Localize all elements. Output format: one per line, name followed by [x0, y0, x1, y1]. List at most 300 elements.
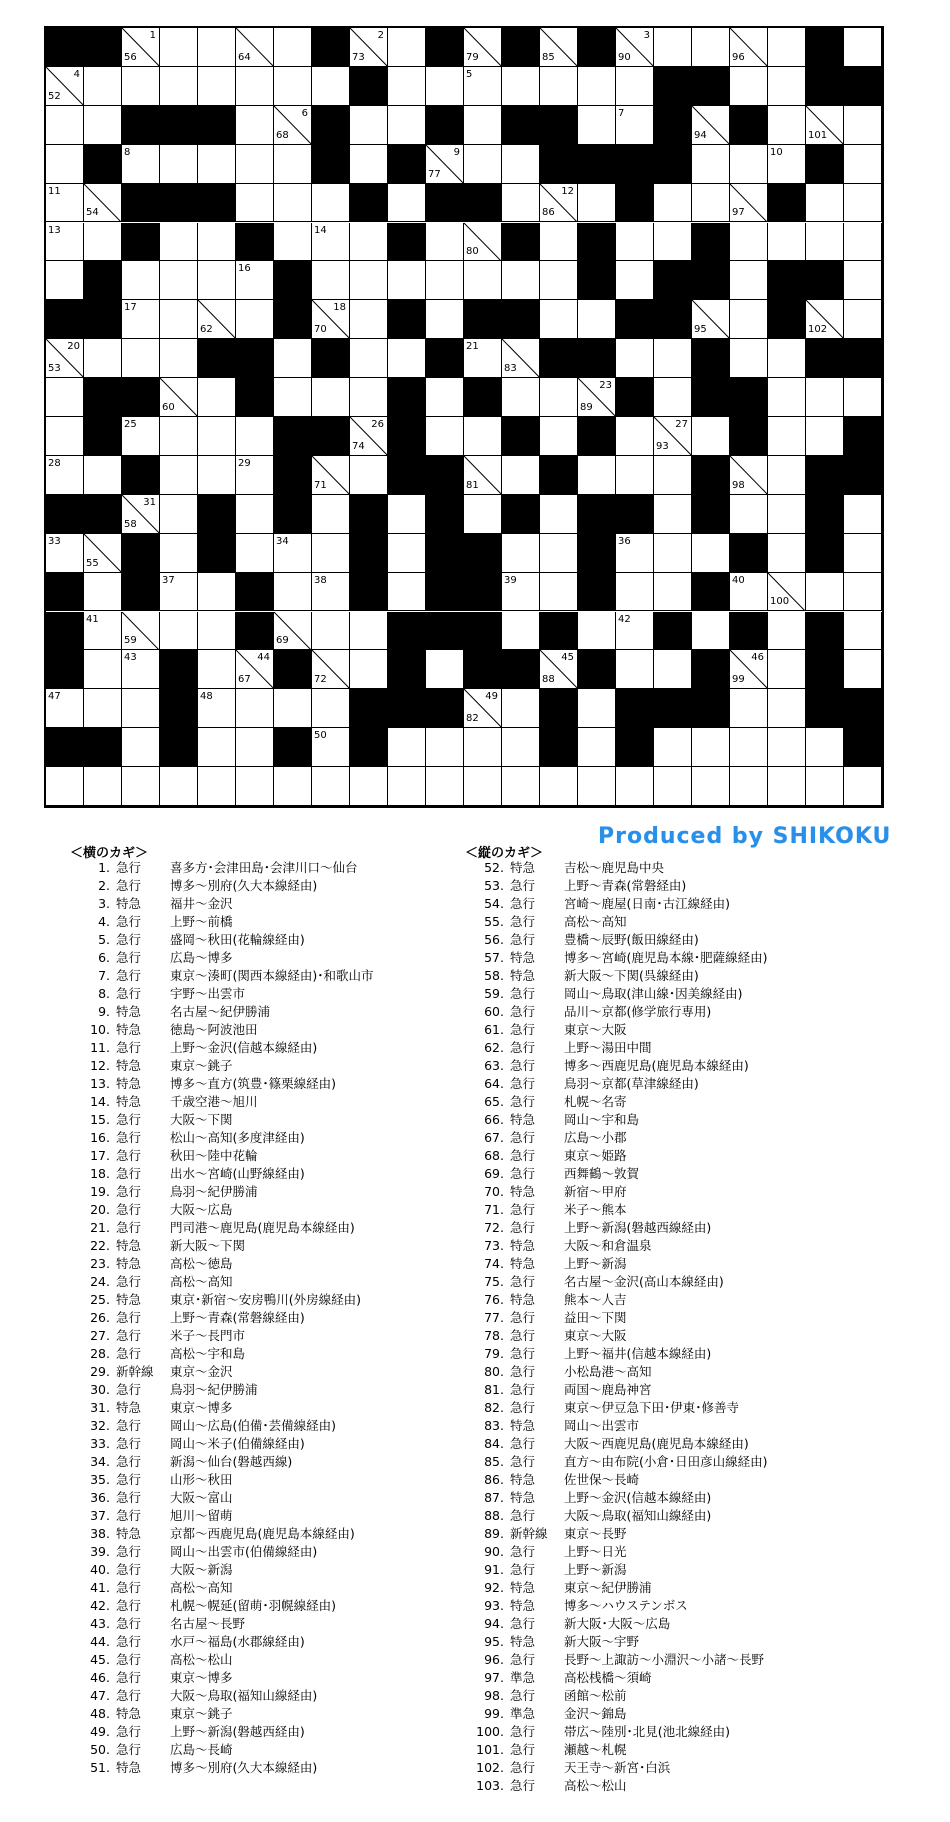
grid-cell[interactable]: [502, 728, 540, 767]
grid-cell[interactable]: [502, 767, 540, 806]
grid-cell[interactable]: [578, 378, 616, 417]
grid-cell[interactable]: [198, 300, 236, 339]
grid-cell[interactable]: [84, 612, 122, 651]
grid-cell[interactable]: [122, 417, 160, 456]
grid-cell[interactable]: [350, 106, 388, 145]
grid-cell[interactable]: [312, 300, 350, 339]
grid-cell[interactable]: [312, 534, 350, 573]
grid-cell[interactable]: [692, 300, 730, 339]
grid-cell[interactable]: [502, 534, 540, 573]
grid-cell[interactable]: [806, 573, 844, 612]
grid-cell[interactable]: [426, 728, 464, 767]
grid-cell[interactable]: [122, 261, 160, 300]
grid-cell[interactable]: [768, 67, 806, 106]
grid-cell[interactable]: [160, 28, 198, 67]
grid-cell[interactable]: [540, 650, 578, 689]
grid-cell[interactable]: [160, 495, 198, 534]
grid-cell[interactable]: [350, 767, 388, 806]
grid-cell[interactable]: [844, 495, 882, 534]
grid-cell[interactable]: [730, 456, 768, 495]
grid-cell[interactable]: [236, 456, 274, 495]
grid-cell[interactable]: [616, 573, 654, 612]
grid-cell[interactable]: [806, 728, 844, 767]
grid-cell[interactable]: [312, 612, 350, 651]
grid-cell[interactable]: [540, 767, 578, 806]
across-clue: [74, 895, 374, 913]
grid-cell[interactable]: [768, 417, 806, 456]
grid-cell[interactable]: [160, 339, 198, 378]
grid-cell[interactable]: [426, 67, 464, 106]
grid-cell[interactable]: [312, 456, 350, 495]
grid-cell[interactable]: [46, 456, 84, 495]
grid-cell[interactable]: [844, 223, 882, 262]
grid-cell[interactable]: [730, 689, 768, 728]
grid-cell[interactable]: [654, 378, 692, 417]
grid-cell[interactable]: [540, 28, 578, 67]
grid-cell[interactable]: [426, 650, 464, 689]
grid-cell[interactable]: [236, 728, 274, 767]
grid-cell[interactable]: [502, 612, 540, 651]
grid-cell[interactable]: [388, 767, 426, 806]
grid-cell[interactable]: [274, 534, 312, 573]
grid-cell[interactable]: [274, 184, 312, 223]
grid-cell[interactable]: [654, 456, 692, 495]
grid-cell[interactable]: [274, 612, 312, 651]
grid-cell[interactable]: [84, 184, 122, 223]
grid-cell[interactable]: [616, 106, 654, 145]
grid-cell[interactable]: [768, 495, 806, 534]
grid-cell[interactable]: [236, 67, 274, 106]
grid-cell[interactable]: [122, 650, 160, 689]
grid-cell[interactable]: [464, 106, 502, 145]
grid-cell[interactable]: [274, 145, 312, 184]
grid-cell[interactable]: [312, 689, 350, 728]
grid-cell[interactable]: [312, 223, 350, 262]
grid-cell[interactable]: [312, 261, 350, 300]
grid-cell[interactable]: [616, 534, 654, 573]
grid-cell[interactable]: [84, 767, 122, 806]
train-type: 急行: [510, 1220, 536, 1235]
grid-cell[interactable]: [654, 339, 692, 378]
grid-cell[interactable]: [388, 261, 426, 300]
grid-cell[interactable]: [198, 378, 236, 417]
grid-cell[interactable]: [806, 300, 844, 339]
grid-cell[interactable]: [540, 534, 578, 573]
grid-cell[interactable]: [160, 261, 198, 300]
grid-cell[interactable]: [502, 456, 540, 495]
grid-cell[interactable]: [274, 689, 312, 728]
grid-cell[interactable]: [844, 184, 882, 223]
grid-cell[interactable]: [426, 223, 464, 262]
route-text: 東京～博多: [170, 1400, 233, 1415]
grid-cell[interactable]: [730, 184, 768, 223]
grid-cell[interactable]: [578, 184, 616, 223]
grid-cell[interactable]: [350, 28, 388, 67]
grid-cell[interactable]: [236, 650, 274, 689]
grid-cell[interactable]: [844, 106, 882, 145]
grid-cell[interactable]: [616, 417, 654, 456]
grid-cell[interactable]: [730, 767, 768, 806]
grid-cell[interactable]: [730, 261, 768, 300]
grid-cell[interactable]: [160, 612, 198, 651]
grid-cell[interactable]: [198, 573, 236, 612]
grid-cell[interactable]: [654, 223, 692, 262]
grid-cell[interactable]: [160, 223, 198, 262]
grid-cell[interactable]: [768, 28, 806, 67]
grid-cell[interactable]: [654, 495, 692, 534]
clue-number: 91: [618, 207, 631, 219]
grid-cell[interactable]: [312, 728, 350, 767]
grid-cell[interactable]: [350, 261, 388, 300]
grid-cell[interactable]: [464, 767, 502, 806]
grid-cell[interactable]: [198, 456, 236, 495]
grid-cell[interactable]: [198, 261, 236, 300]
grid-cell[interactable]: [236, 145, 274, 184]
grid-cell[interactable]: [502, 378, 540, 417]
grid-cell[interactable]: [236, 417, 274, 456]
grid-cell[interactable]: [198, 417, 236, 456]
grid-cell[interactable]: [388, 573, 426, 612]
clue-number: 95: [694, 324, 707, 336]
grid-cell[interactable]: [768, 767, 806, 806]
grid-cell[interactable]: [464, 67, 502, 106]
grid-cell[interactable]: [540, 67, 578, 106]
grid-cell[interactable]: [806, 378, 844, 417]
grid-cell[interactable]: [312, 650, 350, 689]
grid-cell[interactable]: [388, 28, 426, 67]
grid-cell[interactable]: [844, 650, 882, 689]
grid-cell[interactable]: [122, 300, 160, 339]
grid-cell[interactable]: [274, 28, 312, 67]
grid-cell[interactable]: [692, 767, 730, 806]
grid-cell[interactable]: [768, 145, 806, 184]
grid-cell[interactable]: [350, 145, 388, 184]
grid-cell[interactable]: [616, 67, 654, 106]
grid-cell[interactable]: [464, 495, 502, 534]
grid-cell[interactable]: [730, 223, 768, 262]
grid-cell[interactable]: [388, 106, 426, 145]
grid-cell[interactable]: [540, 495, 578, 534]
grid-cell[interactable]: [844, 145, 882, 184]
grid-cell[interactable]: [730, 495, 768, 534]
grid-cell[interactable]: [730, 67, 768, 106]
grid-cell[interactable]: [578, 456, 616, 495]
grid-cell[interactable]: [46, 417, 84, 456]
grid-cell[interactable]: [84, 456, 122, 495]
grid-cell[interactable]: [616, 339, 654, 378]
grid-cell[interactable]: [502, 573, 540, 612]
grid-cell[interactable]: [540, 378, 578, 417]
grid-cell[interactable]: [768, 339, 806, 378]
grid-cell[interactable]: [160, 456, 198, 495]
grid-cell[interactable]: [502, 339, 540, 378]
grid-cell[interactable]: [350, 339, 388, 378]
grid-cell[interactable]: [692, 417, 730, 456]
clue-index: 61.: [484, 1022, 504, 1037]
grid-cell[interactable]: [426, 145, 464, 184]
grid-cell[interactable]: [692, 145, 730, 184]
grid-cell[interactable]: [464, 456, 502, 495]
grid-cell[interactable]: [730, 28, 768, 67]
grid-cell[interactable]: [844, 378, 882, 417]
grid-cell[interactable]: [122, 612, 160, 651]
grid-cell[interactable]: [502, 184, 540, 223]
grid-cell[interactable]: [198, 145, 236, 184]
grid-cell[interactable]: [46, 145, 84, 184]
grid-cell[interactable]: [578, 612, 616, 651]
grid-cell[interactable]: [768, 573, 806, 612]
grid-cell[interactable]: [160, 534, 198, 573]
grid-cell[interactable]: [616, 650, 654, 689]
grid-cell[interactable]: [84, 339, 122, 378]
grid-cell[interactable]: [236, 767, 274, 806]
grid-cell[interactable]: [730, 728, 768, 767]
grid-cell[interactable]: [844, 534, 882, 573]
grid-cell[interactable]: [274, 573, 312, 612]
grid-cell[interactable]: [236, 261, 274, 300]
grid-cell[interactable]: [350, 417, 388, 456]
grid-cell[interactable]: [464, 261, 502, 300]
grid-cell[interactable]: [236, 300, 274, 339]
grid-cell[interactable]: [540, 417, 578, 456]
grid-cell[interactable]: [122, 689, 160, 728]
grid-cell[interactable]: [654, 573, 692, 612]
grid-cell[interactable]: [160, 573, 198, 612]
grid-cell[interactable]: [46, 534, 84, 573]
grid-cell[interactable]: [844, 573, 882, 612]
grid-cell[interactable]: [768, 689, 806, 728]
grid-cell[interactable]: [426, 378, 464, 417]
grid-cell[interactable]: [350, 223, 388, 262]
grid-cell[interactable]: [616, 612, 654, 651]
grid-cell[interactable]: [350, 650, 388, 689]
grid-cell[interactable]: [198, 28, 236, 67]
grid-cell[interactable]: [806, 767, 844, 806]
grid-cell[interactable]: [806, 417, 844, 456]
grid-cell[interactable]: [730, 650, 768, 689]
grid-cell[interactable]: [844, 300, 882, 339]
grid-cell[interactable]: [730, 339, 768, 378]
grid-cell[interactable]: [464, 689, 502, 728]
route-text: 上野～新潟: [564, 1256, 627, 1271]
grid-cell[interactable]: [122, 145, 160, 184]
grid-cell[interactable]: [236, 534, 274, 573]
grid-cell[interactable]: [730, 573, 768, 612]
grid-cell[interactable]: [502, 67, 540, 106]
grid-cell[interactable]: [426, 417, 464, 456]
grid-cell[interactable]: [198, 612, 236, 651]
grid-cell[interactable]: [654, 184, 692, 223]
grid-cell[interactable]: [578, 67, 616, 106]
clue-number: 79: [466, 51, 479, 63]
grid-cell[interactable]: [844, 261, 882, 300]
grid-cell[interactable]: [768, 650, 806, 689]
grid-cell[interactable]: [236, 28, 274, 67]
grid-cell[interactable]: [160, 300, 198, 339]
grid-cell[interactable]: [198, 223, 236, 262]
grid-cell[interactable]: [578, 728, 616, 767]
grid-cell[interactable]: [806, 106, 844, 145]
grid-cell[interactable]: [122, 495, 160, 534]
grid-cell[interactable]: [464, 28, 502, 67]
grid-cell[interactable]: [578, 106, 616, 145]
grid-cell[interactable]: [198, 67, 236, 106]
grid-cell[interactable]: [160, 767, 198, 806]
grid-cell[interactable]: [692, 612, 730, 651]
grid-cell[interactable]: [426, 767, 464, 806]
grid-cell[interactable]: [84, 689, 122, 728]
grid-cell[interactable]: [540, 184, 578, 223]
grid-cell[interactable]: [426, 261, 464, 300]
grid-cell[interactable]: [84, 223, 122, 262]
down-clue: [466, 1093, 768, 1111]
grid-cell[interactable]: [654, 728, 692, 767]
grid-cell[interactable]: [274, 378, 312, 417]
route-text: 京都～西鹿児島(鹿児島本線経由): [170, 1526, 355, 1541]
grid-cell[interactable]: [464, 223, 502, 262]
grid-cell[interactable]: [46, 378, 84, 417]
grid-cell[interactable]: [350, 612, 388, 651]
grid-cell[interactable]: [464, 339, 502, 378]
grid-cell[interactable]: [654, 417, 692, 456]
grid-cell[interactable]: [692, 28, 730, 67]
grid-cell[interactable]: [654, 767, 692, 806]
grid-cell[interactable]: [198, 650, 236, 689]
grid-cell[interactable]: [46, 261, 84, 300]
grid-cell[interactable]: [312, 378, 350, 417]
grid-cell[interactable]: [84, 67, 122, 106]
grid-cell[interactable]: [692, 728, 730, 767]
grid-cell[interactable]: [274, 67, 312, 106]
grid-cell[interactable]: [160, 417, 198, 456]
grid-cell[interactable]: [122, 728, 160, 767]
grid-cell[interactable]: [198, 689, 236, 728]
grid-cell[interactable]: [122, 28, 160, 67]
grid-cell[interactable]: [350, 456, 388, 495]
grid-cell[interactable]: [274, 767, 312, 806]
grid-cell[interactable]: [616, 223, 654, 262]
black-cell: [464, 612, 502, 651]
grid-cell[interactable]: [502, 261, 540, 300]
grid-cell[interactable]: [844, 612, 882, 651]
grid-cell[interactable]: [464, 417, 502, 456]
grid-cell[interactable]: [160, 67, 198, 106]
grid-cell[interactable]: [198, 728, 236, 767]
grid-cell[interactable]: [274, 223, 312, 262]
grid-cell[interactable]: [84, 573, 122, 612]
grid-cell[interactable]: [578, 767, 616, 806]
grid-cell[interactable]: [312, 67, 350, 106]
grid-cell[interactable]: [198, 767, 236, 806]
grid-cell[interactable]: [388, 495, 426, 534]
grid-cell[interactable]: [236, 106, 274, 145]
train-type: 特急: [510, 860, 536, 875]
grid-cell[interactable]: [312, 573, 350, 612]
grid-cell[interactable]: [730, 145, 768, 184]
grid-cell[interactable]: [616, 767, 654, 806]
grid-cell[interactable]: [122, 339, 160, 378]
grid-cell[interactable]: [388, 339, 426, 378]
grid-cell[interactable]: [274, 339, 312, 378]
grid-cell[interactable]: [46, 767, 84, 806]
grid-cell[interactable]: [692, 534, 730, 573]
grid-cell[interactable]: [654, 28, 692, 67]
grid-cell[interactable]: [464, 145, 502, 184]
train-type: 特急: [510, 1292, 536, 1307]
grid-cell[interactable]: [236, 184, 274, 223]
grid-cell[interactable]: [122, 767, 160, 806]
grid-cell[interactable]: [806, 184, 844, 223]
grid-cell[interactable]: [654, 534, 692, 573]
grid-cell[interactable]: [768, 378, 806, 417]
clue-index: 65.: [484, 1094, 504, 1109]
grid-cell[interactable]: [350, 300, 388, 339]
grid-cell[interactable]: [160, 378, 198, 417]
grid-cell[interactable]: [84, 534, 122, 573]
grid-cell[interactable]: [616, 28, 654, 67]
grid-cell[interactable]: [502, 145, 540, 184]
grid-cell[interactable]: [502, 689, 540, 728]
grid-cell[interactable]: [844, 767, 882, 806]
grid-cell[interactable]: [312, 767, 350, 806]
grid-cell[interactable]: [540, 223, 578, 262]
grid-cell[interactable]: [46, 184, 84, 223]
grid-cell[interactable]: [654, 650, 692, 689]
grid-cell[interactable]: [844, 28, 882, 67]
grid-cell[interactable]: [84, 650, 122, 689]
grid-cell[interactable]: [312, 495, 350, 534]
grid-cell[interactable]: [350, 378, 388, 417]
grid-cell[interactable]: [388, 534, 426, 573]
grid-cell[interactable]: [46, 689, 84, 728]
grid-cell[interactable]: [464, 728, 502, 767]
grid-cell[interactable]: [578, 689, 616, 728]
grid-cell[interactable]: [236, 689, 274, 728]
grid-cell[interactable]: [768, 728, 806, 767]
grid-cell[interactable]: [578, 300, 616, 339]
grid-cell[interactable]: [388, 67, 426, 106]
grid-cell[interactable]: [46, 339, 84, 378]
grid-cell[interactable]: [768, 456, 806, 495]
grid-cell[interactable]: [46, 106, 84, 145]
grid-cell[interactable]: [236, 495, 274, 534]
grid-cell[interactable]: [616, 456, 654, 495]
train-type: 急行: [510, 1076, 536, 1091]
grid-cell[interactable]: [46, 223, 84, 262]
grid-cell[interactable]: [768, 534, 806, 573]
grid-cell[interactable]: [692, 106, 730, 145]
grid-cell[interactable]: [616, 261, 654, 300]
grid-cell[interactable]: [692, 184, 730, 223]
grid-cell[interactable]: [122, 67, 160, 106]
grid-cell[interactable]: [768, 223, 806, 262]
grid-cell[interactable]: [768, 106, 806, 145]
grid-cell[interactable]: [540, 261, 578, 300]
grid-cell[interactable]: [806, 223, 844, 262]
grid-cell[interactable]: [312, 184, 350, 223]
grid-cell[interactable]: [274, 106, 312, 145]
grid-cell[interactable]: [426, 300, 464, 339]
grid-cell[interactable]: [768, 612, 806, 651]
grid-cell[interactable]: [84, 106, 122, 145]
grid-cell[interactable]: [46, 67, 84, 106]
grid-cell[interactable]: [388, 728, 426, 767]
grid-cell[interactable]: [160, 145, 198, 184]
grid-cell[interactable]: [730, 300, 768, 339]
grid-cell[interactable]: [540, 300, 578, 339]
grid-cell[interactable]: [540, 573, 578, 612]
grid-cell[interactable]: [388, 184, 426, 223]
